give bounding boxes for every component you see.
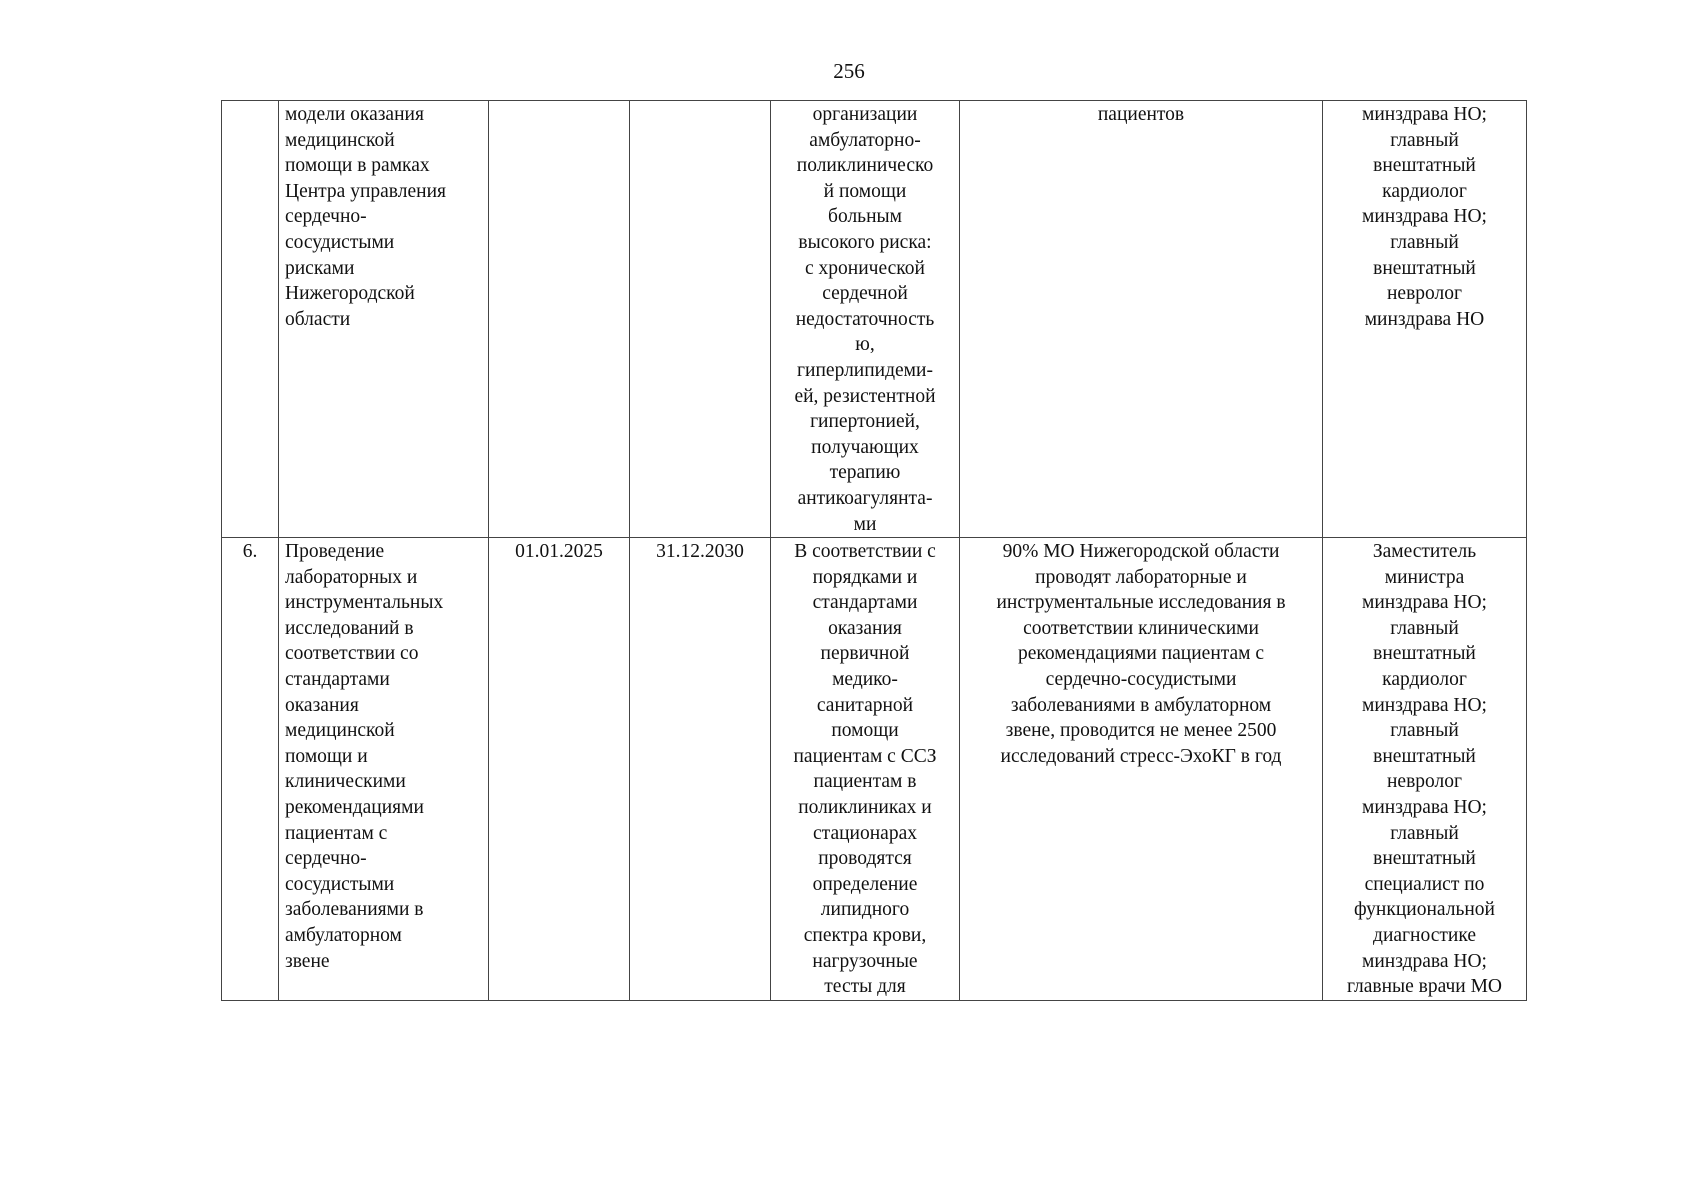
table-row <box>222 538 1527 1001</box>
description-cell: В соответствии с порядками и стандартами оказания первичной медико- санитарной помощи пациентам с ССЗ пациентам в поликлиниках и стационарах проводятся определение липидного спектра крови, нагрузочные тесты для <box>771 538 960 1001</box>
description-cell: организации амбулаторно- поликлиническо й помощи больным высокого риска: с хронической сердечной недостаточность ю, гиперлипидеми- ей, резистентной гипертонией, получающих терапию антикоагулянта- ми <box>771 101 960 538</box>
start-date-cell <box>489 101 630 538</box>
row-number-cell <box>222 101 279 538</box>
table-row <box>222 101 1527 538</box>
result-cell: 90% МО Нижегородской области проводят лабораторные и инструментальные исследования в соответствии клиническими рекомендациями пациентам с сердечно-сосудистыми заболеваниями в амбулаторном звене, проводится не менее 2500 исследований стресс-ЭхоКГ в год <box>960 538 1323 1001</box>
activity-title-cell: Проведение лабораторных и инструментальных исследований в соответствии со стандартами оказания медицинской помощи и клиническими рекомендациями пациентам с сердечно- сосудистыми заболеваниями в амбулаторном звене <box>279 538 489 1001</box>
activity-title-cell: модели оказания медицинской помощи в рамках Центра управления сердечно- сосудистыми рисками Нижегородской области <box>279 101 489 538</box>
responsible-cell: Заместитель министра минздрава НО; главный внештатный кардиолог минздрава НО; главный внештатный невролог минздрава НО; главный внештатный специалист по функциональной диагностике минздрава НО; главные врачи МО <box>1323 538 1527 1001</box>
page-number: 256 <box>833 59 865 83</box>
responsible-cell: минздрава НО; главный внештатный кардиолог минздрава НО; главный внештатный невролог минздрава НО <box>1323 101 1527 538</box>
end-date-cell: 31.12.2030 <box>630 538 771 1001</box>
end-date-cell <box>630 101 771 538</box>
result-cell: пациентов <box>960 101 1323 538</box>
row-number-cell: 6. <box>222 538 279 1001</box>
plan-table <box>221 100 1527 1001</box>
start-date-cell: 01.01.2025 <box>489 538 630 1001</box>
